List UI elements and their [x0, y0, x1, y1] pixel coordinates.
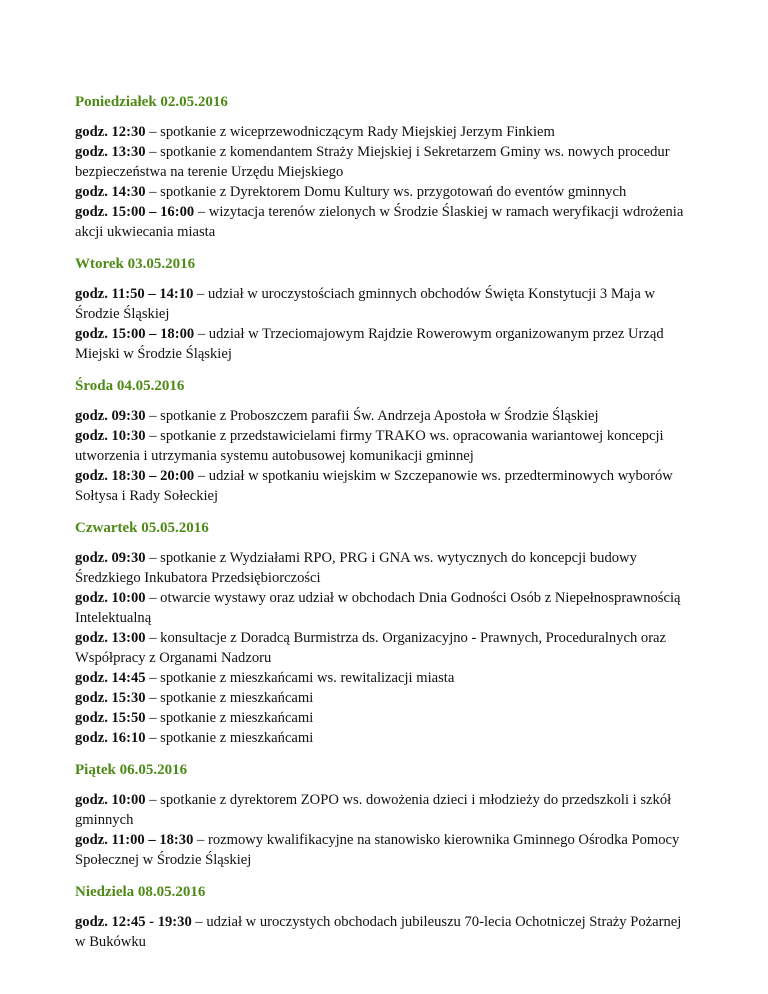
- schedule-entry: [75, 182, 695, 202]
- entry-text: – spotkanie z mieszkańcami: [145, 710, 314, 726]
- day-entries: [75, 406, 695, 506]
- entry-text: – wizytacja terenów zielonych w Środzie Ślaskiej w ramach weryfikacji wdrożenia akcji ukwiecania miasta: [75, 204, 684, 240]
- day-section: [75, 254, 695, 364]
- entry-time: godz. 10:00: [75, 590, 146, 606]
- entry-text: – spotkanie z Wydziałami RPO, PRG i GNA ws. wytycznych do koncepcji budowy Średzkiego Inkubatora Przedsiębiorczości: [75, 550, 637, 586]
- entry-text: – spotkanie z dyrektorem ZOPO ws. dowożenia dzieci i młodzieży do przedszkoli i szkół gminnych: [75, 792, 672, 828]
- schedule-entry: [75, 688, 695, 708]
- entry-text: – udział w Trzeciomajowym Rajdzie Rowerowym organizowanym przez Urząd Miejski w Środzie Śląskiej: [75, 326, 664, 362]
- day-entries: [75, 912, 695, 952]
- schedule-entry: [75, 588, 695, 628]
- day-entries: [75, 790, 695, 870]
- entry-text: – udział w uroczystościach gminnych obchodów Święta Konstytucji 3 Maja w Środzie Śląskiej: [75, 286, 656, 322]
- entry-time: godz. 15:00 – 16:00: [75, 204, 195, 220]
- schedule-entry: [75, 406, 695, 426]
- entry-text: – udział w uroczystych obchodach jubileuszu 70-lecia Ochotniczej Straży Pożarnej w Bukówku: [75, 914, 682, 950]
- day-section: [75, 518, 695, 748]
- day-heading: Wtorek 03.05.2016: [75, 256, 196, 272]
- day-heading: Środa 04.05.2016: [75, 378, 185, 394]
- entry-time: godz. 12:45 - 19:30: [75, 914, 192, 930]
- schedule-entry: [75, 830, 695, 870]
- entry-time: godz. 09:30: [75, 408, 146, 424]
- day-entries: [75, 122, 695, 242]
- schedule-entry: [75, 426, 695, 466]
- entry-text: – spotkanie z Proboszczem parafii Św. Andrzeja Apostoła w Środzie Śląskiej: [145, 408, 599, 424]
- schedule-entry: [75, 142, 695, 182]
- schedule-entry: [75, 790, 695, 830]
- entry-time: godz. 13:00: [75, 630, 146, 646]
- entry-time: godz. 10:00: [75, 792, 146, 808]
- schedule-entry: [75, 284, 695, 324]
- entry-text: – spotkanie z mieszkańcami: [145, 690, 314, 706]
- entry-text: – spotkanie z mieszkańcami ws. rewitalizacji miasta: [145, 670, 455, 686]
- entry-time: godz. 09:30: [75, 550, 146, 566]
- entry-time: godz. 14:45: [75, 670, 146, 686]
- schedule-entry: [75, 728, 695, 748]
- day-entries: [75, 284, 695, 364]
- entry-time: godz. 13:30: [75, 144, 146, 160]
- day-heading: Niedziela 08.05.2016: [75, 884, 206, 900]
- entry-time: godz. 11:00 – 18:30: [75, 832, 194, 848]
- day-section: [75, 376, 695, 506]
- entry-time: godz. 16:10: [75, 730, 146, 746]
- schedule-entry: [75, 466, 695, 506]
- entry-text: – konsultacje z Doradcą Burmistrza ds. Organizacyjno - Prawnych, Proceduralnych oraz Współpracy z Organami Nadzoru: [75, 630, 667, 666]
- entry-time: godz. 14:30: [75, 184, 146, 200]
- day-heading: Piątek 06.05.2016: [75, 762, 188, 778]
- day-section: [75, 760, 695, 870]
- entry-text: – spotkanie z mieszkańcami: [145, 730, 314, 746]
- entry-time: godz. 15:00 – 18:00: [75, 326, 195, 342]
- entry-text: – rozmowy kwalifikacyjne na stanowisko kierownika Gminnego Ośrodka Pomocy Społecznej w Środzie Śląskiej: [75, 832, 680, 868]
- entry-text: – spotkanie z wiceprzewodniczącym Rady Miejskiej Jerzym Finkiem: [145, 124, 555, 140]
- entry-time: godz. 11:50 – 14:10: [75, 286, 194, 302]
- entry-time: godz. 18:30 – 20:00: [75, 468, 195, 484]
- entry-time: godz. 12:30: [75, 124, 146, 140]
- entry-text: – udział w spotkaniu wiejskim w Szczepanowie ws. przedterminowych wyborów Sołtysa i Rady Sołeckiej: [75, 468, 673, 504]
- entry-text: – otwarcie wystawy oraz udział w obchodach Dnia Godności Osób z Niepełnosprawnością Intelektualną: [75, 590, 681, 626]
- schedule-document: [75, 92, 695, 964]
- day-heading: Poniedziałek 02.05.2016: [75, 94, 228, 110]
- entry-text: – spotkanie z komendantem Straży Miejskiej i Sekretarzem Gminy ws. nowych procedur bezpieczeństwa na terenie Urzędu Miejskiego: [75, 144, 670, 180]
- entry-time: godz. 10:30: [75, 428, 146, 444]
- entry-time: godz. 15:50: [75, 710, 146, 726]
- entry-text: – spotkanie z Dyrektorem Domu Kultury ws. przygotowań do eventów gminnych: [145, 184, 627, 200]
- day-heading: Czwartek 05.05.2016: [75, 520, 209, 536]
- day-entries: [75, 548, 695, 748]
- schedule-entry: [75, 708, 695, 728]
- schedule-entry: [75, 122, 695, 142]
- schedule-entry: [75, 668, 695, 688]
- schedule-entry: [75, 628, 695, 668]
- entry-text: – spotkanie z przedstawicielami firmy TRAKO ws. opracowania wariantowej koncepcji utworzenia i utrzymania systemu autobusowej komunikacji gminnej: [75, 428, 664, 464]
- schedule-entry: [75, 912, 695, 952]
- day-section: [75, 92, 695, 242]
- day-section: [75, 882, 695, 952]
- schedule-entry: [75, 202, 695, 242]
- schedule-entry: [75, 548, 695, 588]
- entry-time: godz. 15:30: [75, 690, 146, 706]
- schedule-entry: [75, 324, 695, 364]
